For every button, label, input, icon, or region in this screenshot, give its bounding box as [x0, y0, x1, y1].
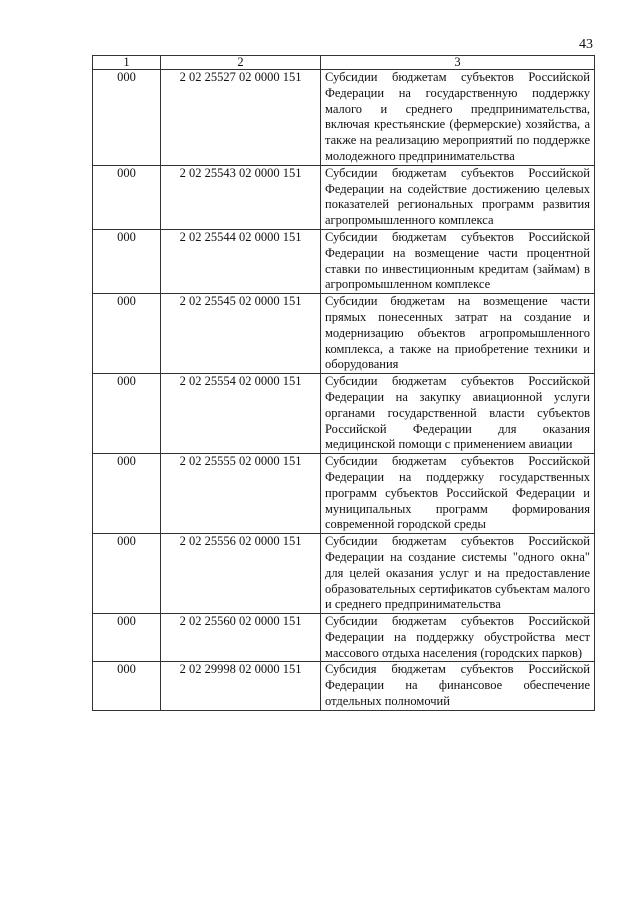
- income-name-cell: Субсидии бюджетам субъектов Российской Федерации на создание системы "одного окна" для целей оказания услуг и на предоставление образовательных сертификатов субъектам малого и среднего предпринимательства: [321, 534, 595, 614]
- table-row: [93, 294, 595, 374]
- budget-code-cell: 2 02 25554 02 0000 151: [161, 374, 321, 454]
- budget-code-cell: 2 02 25544 02 0000 151: [161, 229, 321, 293]
- table-row: [93, 229, 595, 293]
- admin-code-cell: 000: [93, 229, 161, 293]
- budget-codes-table: [92, 55, 595, 711]
- table-row: [93, 454, 595, 534]
- budget-code-cell: 2 02 25543 02 0000 151: [161, 165, 321, 229]
- admin-code-cell: 000: [93, 165, 161, 229]
- income-name-cell: Субсидии бюджетам субъектов Российской Федерации на поддержку обустройства мест массового отдыха населения (городских парков): [321, 614, 595, 662]
- budget-code-cell: 2 02 25556 02 0000 151: [161, 534, 321, 614]
- budget-code-cell: 2 02 25555 02 0000 151: [161, 454, 321, 534]
- column-header-2: 2: [161, 56, 321, 70]
- page-number: 43: [579, 37, 593, 52]
- table-header-row: [93, 56, 595, 70]
- admin-code-cell: 000: [93, 662, 161, 710]
- column-header-1: 1: [93, 56, 161, 70]
- table-row: [93, 165, 595, 229]
- admin-code-cell: 000: [93, 534, 161, 614]
- admin-code-cell: 000: [93, 614, 161, 662]
- admin-code-cell: 000: [93, 70, 161, 166]
- budget-code-cell: 2 02 25560 02 0000 151: [161, 614, 321, 662]
- income-name-cell: Субсидии бюджетам на возмещение части прямых понесенных затрат на создание и модернизацию объектов агропромышленного комплекса, а также на приобретение техники и оборудования: [321, 294, 595, 374]
- admin-code-cell: 000: [93, 294, 161, 374]
- admin-code-cell: 000: [93, 374, 161, 454]
- budget-code-cell: 2 02 25527 02 0000 151: [161, 70, 321, 166]
- income-name-cell: Субсидии бюджетам субъектов Российской Федерации на поддержку государственных программ субъектов Российской Федерации и муниципальных программ формирования современной городской среды: [321, 454, 595, 534]
- income-name-cell: Субсидия бюджетам субъектов Российской Федерации на финансовое обеспечение отдельных полномочий: [321, 662, 595, 710]
- budget-code-cell: 2 02 29998 02 0000 151: [161, 662, 321, 710]
- table-row: [93, 534, 595, 614]
- table-row: [93, 70, 595, 166]
- table-row: [93, 374, 595, 454]
- budget-code-cell: 2 02 25545 02 0000 151: [161, 294, 321, 374]
- income-name-cell: Субсидии бюджетам субъектов Российской Федерации на возмещение части процентной ставки по инвестиционным кредитам (займам) в агропромышленном комплексе: [321, 229, 595, 293]
- column-header-3: 3: [321, 56, 595, 70]
- income-name-cell: Субсидии бюджетам субъектов Российской Федерации на закупку авиационной услуги органами государственной власти субъектов Российской Федерации для оказания медицинской помощи с применением авиации: [321, 374, 595, 454]
- table-row: [93, 614, 595, 662]
- income-name-cell: Субсидии бюджетам субъектов Российской Федерации на содействие достижению целевых показателей региональных программ развития агропромышленного комплекса: [321, 165, 595, 229]
- admin-code-cell: 000: [93, 454, 161, 534]
- income-name-cell: Субсидии бюджетам субъектов Российской Федерации на государственную поддержку малого и среднего предпринимательства, включая крестьянские (фермерские) хозяйства, а также на реализацию мероприятий по поддержке молодежного предпринимательства: [321, 70, 595, 166]
- table-row: [93, 662, 595, 710]
